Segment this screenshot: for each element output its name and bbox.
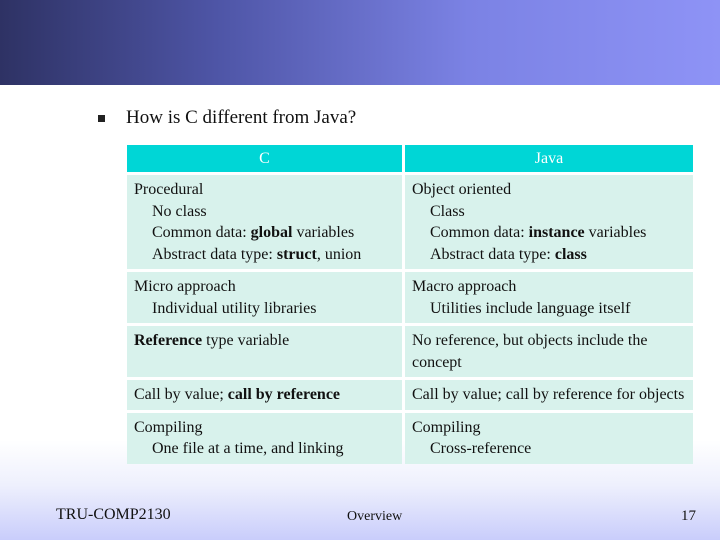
- cell-subitem: Abstract data type: class: [430, 245, 587, 263]
- cell-title: Micro approach: [134, 278, 236, 295]
- table-row: [127, 380, 693, 410]
- cell-subitem: No class: [152, 202, 207, 220]
- cell-c: Call by value; call by reference: [127, 380, 402, 410]
- footer-section-title: Overview: [347, 509, 403, 524]
- cell-java: Call by value; call by reference for objects: [405, 380, 693, 410]
- cell-title: Procedural: [134, 181, 204, 198]
- title-banner: [0, 0, 720, 85]
- cell-subitem: Utilities include language itself: [430, 299, 631, 317]
- cell-java: [405, 413, 693, 464]
- cell-java: [405, 175, 693, 269]
- bullet-text: How is C different from Java?: [126, 107, 357, 128]
- cell-subitem: One file at a time, and linking: [152, 440, 344, 457]
- cell-subitem: Abstract data type: struct, union: [152, 245, 362, 263]
- cell-subitem: Cross-reference: [430, 440, 532, 457]
- page-number: 17: [681, 508, 696, 524]
- header-java: Java: [405, 145, 693, 172]
- square-bullet-icon: [98, 115, 105, 122]
- cell-subitem: Class: [430, 202, 465, 220]
- cell-c: Reference type variable: [127, 326, 402, 377]
- cell-subitem: Common data: instance variables: [430, 224, 647, 241]
- cell-c: [127, 272, 402, 323]
- footer-course-code: TRU-COMP2130: [56, 506, 171, 523]
- cell-c: [127, 175, 402, 269]
- cell-java: No reference, but objects include the concept: [405, 326, 693, 377]
- cell-c: [127, 413, 402, 464]
- cell-title: Compiling: [412, 418, 481, 436]
- table-header-row: [127, 145, 693, 172]
- cell-title: Object oriented: [412, 181, 512, 198]
- cell-subitem: Common data: global variables: [152, 224, 355, 241]
- table-row: [127, 175, 693, 269]
- table-row: [127, 272, 693, 323]
- comparison-table: [124, 142, 696, 467]
- header-c: C: [127, 145, 402, 172]
- cell-java: [405, 272, 693, 323]
- cell-title: Macro approach: [412, 278, 517, 295]
- table-row: [127, 413, 693, 464]
- cell-title: Compiling: [134, 418, 203, 436]
- cell-subitem: Individual utility libraries: [152, 299, 317, 317]
- bullet-point: [98, 107, 356, 129]
- table-row: [127, 326, 693, 377]
